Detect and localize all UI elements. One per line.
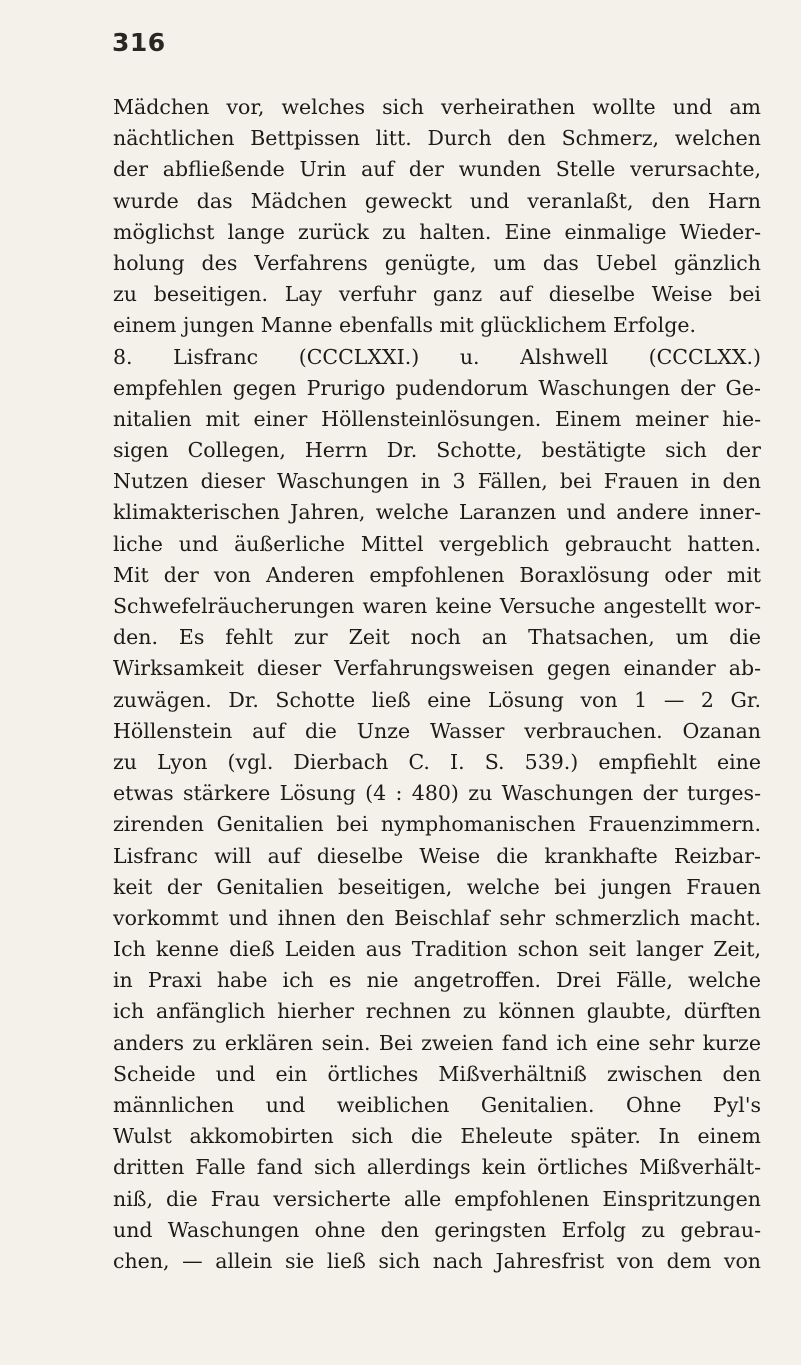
text-line: empfehlen gegen Prurigo pudendorum Waschungen der Ge- xyxy=(113,375,761,400)
text-line: Ich kenne dieß Leiden aus Tradition schon seit langer Zeit, xyxy=(113,937,761,962)
text-line: zirenden Genitalien bei nymphomanischen Frauenzimmern. xyxy=(113,812,761,837)
text-line: nitalien mit einer Höllensteinlösungen. Einem meiner hie- xyxy=(113,406,761,431)
text-line: Lisfranc will auf dieselbe Weise die krankhafte Reizbar- xyxy=(113,843,761,868)
body-text xyxy=(113,92,761,1277)
text-line: den. Es fehlt zur Zeit noch an Thatsachen, um die xyxy=(113,625,761,650)
text-line: nächtlichen Bettpissen litt. Durch den Schmerz, welchen xyxy=(113,126,761,151)
text-line: etwas stärkere Lösung (4 : 480) zu Waschungen der turges- xyxy=(113,781,761,806)
text-line: einem jungen Manne ebenfalls mit glücklichem Erfolge. xyxy=(113,313,696,338)
text-line: dritten Falle fand sich allerdings kein örtliches Mißverhält- xyxy=(113,1155,761,1180)
page-number: 316 xyxy=(112,28,166,57)
text-line: der abfließende Urin auf der wunden Stelle verursachte, xyxy=(113,157,761,182)
text-line: niß, die Frau versicherte alle empfohlenen Einspritzungen xyxy=(113,1186,761,1211)
text-line: zu Lyon (vgl. Dierbach C. I. S. 539.) empfiehlt eine xyxy=(113,749,761,774)
text-line: möglichst lange zurück zu halten. Eine einmalige Wieder- xyxy=(113,219,761,244)
text-line: keit der Genitalien beseitigen, welche bei jungen Frauen xyxy=(113,874,761,899)
text-line: männlichen und weiblichen Genitalien. Ohne Pyl's xyxy=(113,1093,761,1117)
text-line: Wulst akkomobirten sich die Eheleute später. In einem xyxy=(113,1124,761,1149)
text-line: zuwägen. Dr. Schotte ließ eine Lösung von 1 — 2 Gr. xyxy=(113,687,761,712)
text-line: und Waschungen ohne den geringsten Erfolg zu gebrau- xyxy=(113,1217,761,1242)
text-line: zu beseitigen. Lay verfuhr ganz auf dieselbe Weise bei xyxy=(113,282,761,307)
text-line: anders zu erklären sein. Bei zweien fand ich eine sehr kurze xyxy=(113,1030,761,1055)
text-line: vorkommt und ihnen den Beischlaf sehr schmerzlich macht. xyxy=(113,905,761,930)
text-line: Höllenstein auf die Unze Wasser verbrauchen. Ozanan xyxy=(113,718,761,743)
text-line: wurde das Mädchen geweckt und veranlaßt, den Harn xyxy=(113,188,761,213)
text-line: ich anfänglich hierher rechnen zu können glaubte, dürften xyxy=(113,999,761,1024)
text-line: Schwefelräucherungen waren keine Versuche angestellt wor- xyxy=(113,594,761,618)
text-line: liche und äußerliche Mittel vergeblich gebraucht hatten. xyxy=(113,531,761,556)
text-line: klimakterischen Jahren, welche Laranzen und andere inner- xyxy=(113,500,761,525)
text-line: sigen Collegen, Herrn Dr. Schotte, bestätigte sich der xyxy=(113,438,761,463)
text-line: Mädchen vor, welches sich verheirathen wollte und am xyxy=(113,95,761,119)
text-line: Wirksamkeit dieser Verfahrungsweisen gegen einander ab- xyxy=(113,656,761,681)
text-line: chen, — allein sie ließ sich nach Jahresfrist von dem von xyxy=(113,1248,761,1273)
text-line: Nutzen dieser Waschungen in 3 Fällen, bei Frauen in den xyxy=(113,469,761,494)
text-line: Mit der von Anderen empfohlenen Boraxlösung oder mit xyxy=(113,562,761,587)
text-line: 8. Lisfranc (CCCLXXI.) u. Alshwell (CCCLXX.) xyxy=(113,344,761,369)
text-line: holung des Verfahrens genügte, um das Uebel gänzlich xyxy=(113,250,761,275)
text-line: in Praxi habe ich es nie angetroffen. Drei Fälle, welche xyxy=(113,968,761,993)
text-line: Scheide und ein örtliches Mißverhältniß zwischen den xyxy=(113,1061,761,1086)
